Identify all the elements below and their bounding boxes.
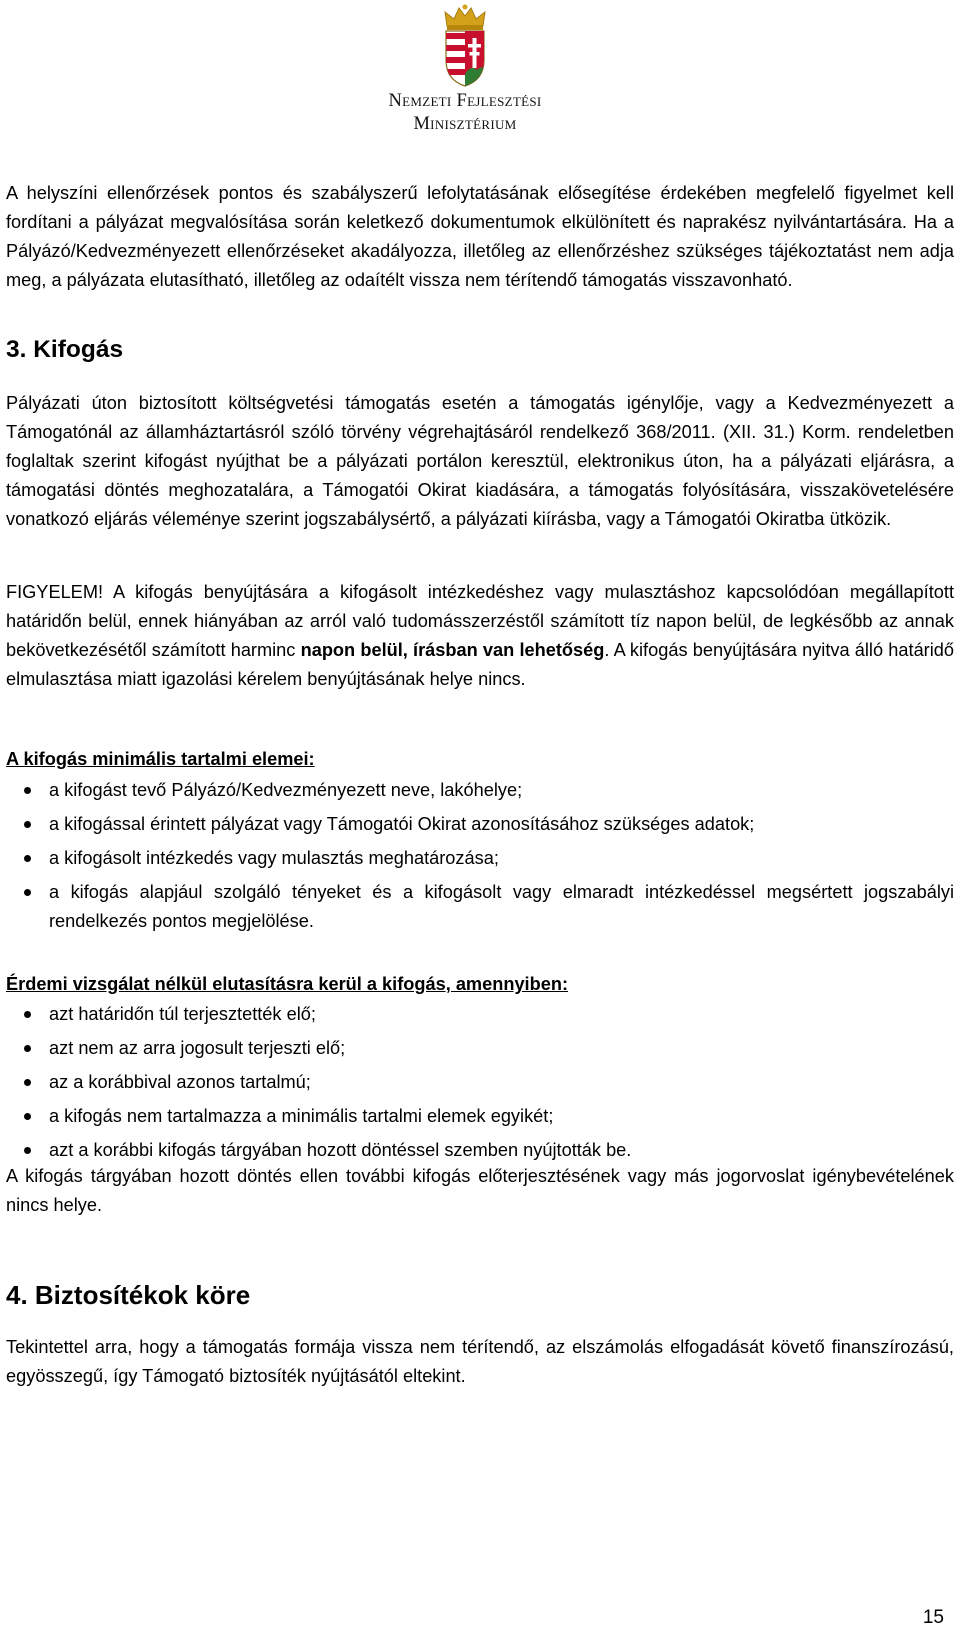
section-4-heading: 4. Biztosítékok köre xyxy=(6,1280,251,1310)
list-item: a kifogást tevő Pályázó/Kedvezményezett neve, lakóhelye; xyxy=(6,776,954,805)
min-content-list xyxy=(6,776,954,941)
ministry-logo xyxy=(376,4,554,134)
warning-text-b: . A kifogás benyújtására nyitva álló határidő elmulasztása miatt igazolási kérelem benyújtásának helye nincs. xyxy=(6,640,955,689)
reject-heading: Érdemi vizsgálat nélkül elutasításra kerül a kifogás, amennyiben: xyxy=(6,974,569,994)
warning-bold-text: napon belül, írásban van lehetőség xyxy=(300,640,605,660)
min-content-heading: A kifogás minimális tartalmi elemei: xyxy=(6,749,315,769)
list-item: azt határidőn túl terjesztették elő; xyxy=(6,1000,954,1029)
list-item: a kifogásolt intézkedés vagy mulasztás meghatározása; xyxy=(6,844,954,873)
closing-paragraph: A kifogás tárgyában hozott döntés ellen további kifogás előterjesztésének vagy más jogorvoslat igénybevételének nincs helye. xyxy=(6,1166,954,1215)
section-3-heading: 3. Kifogás xyxy=(6,336,124,363)
section-3-paragraph: Pályázati úton biztosított költségvetési támogatás esetén a támogatás igénylője, vagy a Kedvezményezett a Támogatónál az államháztartásról szóló törvény végrehajtásáról rendelkező 368/2011. (XII. 31.) Korm. rendeletben foglaltak szerint kifogást nyújthat be a pályázati portálon keresztül, elektronikus úton, ha a pályázati eljárásra, a támogatási döntés meghozatalára, a Támogatói Okirat kiadására, a támogatás folyósítására, visszakövetelésére vonatkozó eljárás véleménye szerint jogszabálysértő, a pályázati kiírásba, vagy a Támogatói Okiratba ütközik. xyxy=(6,393,954,529)
list-item: azt nem az arra jogosult terjeszti elő; xyxy=(6,1034,954,1063)
list-item: azt a korábbi kifogás tárgyában hozott döntéssel szemben nyújtották be. xyxy=(6,1136,954,1165)
coat-of-arms-icon xyxy=(437,4,493,88)
warning-paragraph xyxy=(6,578,954,694)
list-item: a kifogással érintett pályázat vagy Támogatói Okirat azonosításához szükséges adatok; xyxy=(6,810,954,839)
list-item: a kifogás alapjául szolgáló tényeket és a kifogásolt vagy elmaradt intézkedéssel megsértett jogszabályi rendelkezés pontos megjelölése. xyxy=(6,878,954,936)
list-item: az a korábbival azonos tartalmú; xyxy=(6,1068,954,1097)
section-4-paragraph: Tekintettel arra, hogy a támogatás formája vissza nem térítendő, az elszámolás elfogadását követő finanszírozású, egyösszegű, így Támogató biztosíték nyújtásától eltekint. xyxy=(6,1337,954,1386)
warning-text-a: A kifogás benyújtására a kifogásolt intézkedéshez vagy mulasztáshoz kapcsolódóan megállapított határidőn belül, ennek hiányában az arról való tudomásszerzéstől számított tíz napon belül, de legkésőbb az annak bekövetkezésétől számított harminc xyxy=(6,582,954,660)
warning-label: FIGYELEM! xyxy=(6,582,104,602)
org-name-line-2: Minisztérium xyxy=(413,114,517,134)
intro-paragraph: A helyszíni ellenőrzések pontos és szabályszerű lefolytatásának elősegítése érdekében megfelelő figyelmet kell fordítani a pályázat megvalósítása során keletkező dokumentumok elkülönített és naprakész nyilvántartására. Ha a Pályázó/Kedvezményezett ellenőrzéseket akadályozza, illetőleg az ellenőrzéshez szükséges tájékoztatást nem adja meg, a pályázata elutasítható, illetőleg az odaítélt vissza nem térítendő támogatás visszavonható. xyxy=(6,183,954,290)
list-item: a kifogás nem tartalmazza a minimális tartalmi elemek egyikét; xyxy=(6,1102,954,1131)
org-name-line-1: Nemzeti Fejlesztési xyxy=(388,91,542,111)
page-number: 15 xyxy=(922,1607,944,1628)
reject-list xyxy=(6,1000,954,1170)
